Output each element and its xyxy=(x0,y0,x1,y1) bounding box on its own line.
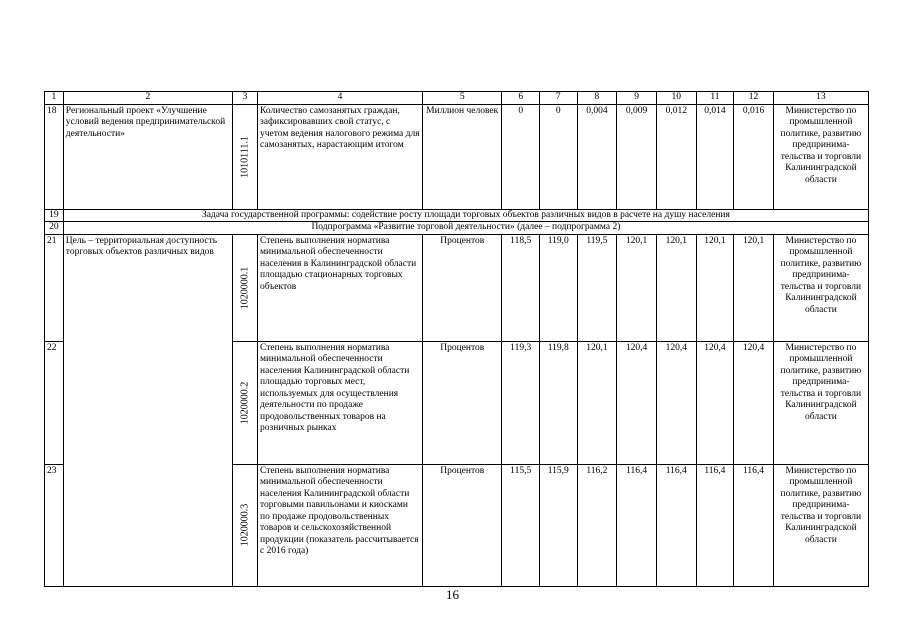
indicator-code-cell xyxy=(232,104,257,209)
indicator-code-cell xyxy=(232,464,257,586)
indicator-code-cell xyxy=(232,341,257,464)
value: 0,014 xyxy=(696,104,734,209)
indicator-name: Количество самозанятых граждан, зафиксировавших свой статус, с учетом ведения налогового режима для самозанятых, нарастающим итогом xyxy=(258,104,423,209)
value: 119,0 xyxy=(539,234,577,341)
indicator-code-cell xyxy=(232,234,257,341)
col-header: 5 xyxy=(423,92,502,105)
task-row xyxy=(45,209,869,222)
unit: Процентов xyxy=(423,464,502,586)
row-number: 22 xyxy=(45,341,64,464)
col-header: 1 xyxy=(45,92,64,105)
col-header: 4 xyxy=(258,92,423,105)
value: 120,1 xyxy=(656,234,696,341)
value: 118,5 xyxy=(502,234,540,341)
value: 120,4 xyxy=(656,341,696,464)
indicator-name: Степень выполнения норматива минимальной обеспеченности населения в Калининградской области площадью стационарных торговых объектов xyxy=(258,234,423,341)
value: 120,1 xyxy=(617,234,657,341)
project-name: Региональный проект «Улучшение условий ведения предпринимательской деятельности» xyxy=(63,104,232,209)
indicator-code: 1010111.1 xyxy=(239,135,251,178)
value: 0,004 xyxy=(577,104,617,209)
col-header: 2 xyxy=(63,92,232,105)
indicator-code: 1020000.1 xyxy=(239,266,251,309)
value: 120,1 xyxy=(577,341,617,464)
value: 120,1 xyxy=(734,234,774,341)
value: 120,4 xyxy=(696,341,734,464)
value: 0 xyxy=(502,104,540,209)
executor: Министерство по промышленной политике, развитию предпринима-тельства и торговли Калининградской области xyxy=(773,234,868,341)
value: 0,012 xyxy=(656,104,696,209)
indicator-name: Степень выполнения норматива минимальной обеспеченности населения Калининградской области торговыми павильонами и киосками по продаже продовольственных товаров и сельскохозяйственной продукции (показатель рассчитывается с 2016 года) xyxy=(258,464,423,586)
col-header: 13 xyxy=(773,92,868,105)
table-row xyxy=(45,104,869,209)
value: 116,2 xyxy=(577,464,617,586)
subprogram-row xyxy=(45,222,869,235)
col-header: 8 xyxy=(577,92,617,105)
executor: Министерство по промышленной политике, развитию предпринима-тельства и торговли Калининградской области xyxy=(773,464,868,586)
col-header: 6 xyxy=(502,92,540,105)
table-row xyxy=(45,234,869,341)
col-header: 7 xyxy=(539,92,577,105)
value: 116,4 xyxy=(734,464,774,586)
value: 120,1 xyxy=(696,234,734,341)
indicator-name: Степень выполнения норматива минимальной обеспеченности населения Калининградской области площадью торговых мест, используемых для осуществления деятельности по продаже продовольственных товаров на розничных рынках xyxy=(258,341,423,464)
value: 0,016 xyxy=(734,104,774,209)
unit: Процентов xyxy=(423,234,502,341)
executor: Министерство по промышленной политике, развитию предпринима-тельства и торговли Калининградской области xyxy=(773,104,868,209)
value: 119,3 xyxy=(502,341,540,464)
indicator-code: 1020000.3 xyxy=(239,503,251,547)
value: 116,4 xyxy=(696,464,734,586)
column-number-row xyxy=(45,92,869,105)
goal-name: Цель – территориальная доступность торговых объектов различных видов xyxy=(63,234,232,586)
unit: Процентов xyxy=(423,341,502,464)
subprogram-title: Подпрограмма «Развитие торговой деятельности» (далее – подпрограмма 2) xyxy=(63,222,868,235)
value: 115,9 xyxy=(539,464,577,586)
executor: Министерство по промышленной политике, развитию предпринима-тельства и торговли Калининградской области xyxy=(773,341,868,464)
page-number: 16 xyxy=(446,587,459,602)
indicator-code: 1020000.2 xyxy=(239,381,251,424)
value: 0 xyxy=(539,104,577,209)
indicators-table xyxy=(44,91,869,587)
value: 116,4 xyxy=(656,464,696,586)
task-title: Задача государственной программы: содействие росту площади торговых объектов различных видов в расчете на душу населения xyxy=(63,209,868,222)
col-header: 10 xyxy=(656,92,696,105)
value: 119,8 xyxy=(539,341,577,464)
col-header: 12 xyxy=(734,92,774,105)
col-header: 11 xyxy=(696,92,734,105)
unit: Миллион человек xyxy=(423,104,502,209)
value: 119,5 xyxy=(577,234,617,341)
row-number: 18 xyxy=(45,104,64,209)
value: 0,009 xyxy=(617,104,657,209)
row-number: 23 xyxy=(45,464,64,586)
value: 115,5 xyxy=(502,464,540,586)
row-number: 20 xyxy=(45,222,64,235)
value: 116,4 xyxy=(617,464,657,586)
row-number: 19 xyxy=(45,209,64,222)
value: 120,4 xyxy=(734,341,774,464)
col-header: 3 xyxy=(232,92,257,105)
row-number: 21 xyxy=(45,234,64,341)
col-header: 9 xyxy=(617,92,657,105)
value: 120,4 xyxy=(617,341,657,464)
